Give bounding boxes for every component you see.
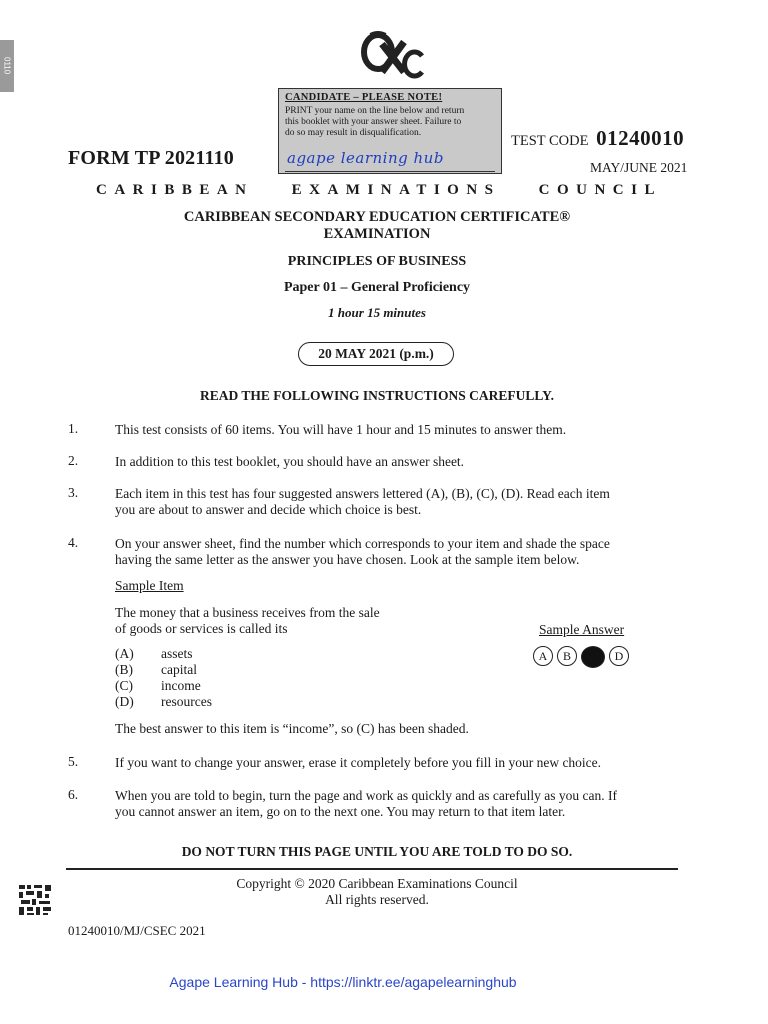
sample-item-label: Sample Item	[115, 578, 184, 593]
option-letter: (D)	[115, 694, 134, 709]
instruction-number: 4.	[68, 535, 79, 550]
do-not-turn-notice: DO NOT TURN THIS PAGE UNTIL YOU ARE TOLD TO DO SO.	[181, 844, 573, 859]
instructions-heading: READ THE FOLLOWING INSTRUCTIONS CAREFULLY.	[200, 388, 554, 403]
sample-answer-label: Sample Answer	[539, 622, 625, 637]
option-text: capital	[161, 662, 197, 677]
test-code: TEST CODE 01240010	[511, 126, 685, 150]
bubble-d: D	[609, 646, 629, 666]
option-letter: (C)	[115, 678, 133, 693]
instruction-text: In addition to this test booklet, you should have an answer sheet.	[115, 454, 465, 469]
option-text: resources	[161, 694, 212, 709]
option-letter: (A)	[115, 646, 134, 661]
form-tp-number: FORM TP 2021110	[68, 147, 234, 169]
copyright-notice: Copyright © 2020 Caribbean Examinations Council All rights reserved.	[236, 876, 518, 907]
instruction-number: 2.	[68, 453, 79, 468]
exam-date: 20 MAY 2021 (p.m.)	[298, 342, 454, 366]
instruction-text: This test consists of 60 items. You will have 1 hour and 15 minutes to answer them.	[115, 422, 567, 437]
subject-title: PRINCIPLES OF BUSINESS	[287, 254, 467, 269]
handwritten-name: agape learning hub	[287, 149, 444, 167]
candidate-note-box	[278, 88, 502, 174]
candidate-note-text: PRINT your name on the line below and return this booklet with your answer sheet. Failure to do so may result in disqualification.	[285, 106, 465, 138]
bubble-b: B	[557, 646, 577, 666]
sample-answer-bubbles	[533, 646, 629, 668]
bubble-a: A	[533, 646, 553, 666]
option-text: assets	[161, 646, 193, 661]
certificate-title: CARIBBEAN SECONDARY EDUCATION CERTIFICATE® EXAMINATION	[183, 209, 571, 242]
paper-title: Paper 01 – General Proficiency	[283, 280, 471, 295]
instruction-number: 3.	[68, 485, 79, 500]
duration: 1 hour 15 minutes	[328, 305, 426, 320]
footer-code: 01240010/MJ/CSEC 2021	[68, 923, 206, 938]
option-letter: (B)	[115, 662, 133, 677]
council-name: CARIBBEAN EXAMINATIONS COUNCIL	[96, 182, 662, 198]
instruction-number: 6.	[68, 787, 79, 802]
cxc-logo-icon	[352, 30, 424, 80]
instruction-number: 1.	[68, 421, 79, 436]
bubble-c-shaded	[581, 646, 605, 668]
divider	[66, 868, 678, 870]
watermark-link[interactable]: Agape Learning Hub - https://linktr.ee/agapelearninghub	[169, 974, 517, 990]
candidate-note-title: CANDIDATE – PLEASE NOTE!	[285, 92, 443, 103]
side-tab: 0110	[0, 40, 14, 92]
instruction-text: When you are told to begin, turn the page and work as quickly and as carefully as you can. If you cannot answer an item, go on to the next one. You may return to that item later.	[115, 788, 617, 819]
instruction-text: If you want to change your answer, erase it completely before you fill in your new choice.	[115, 755, 602, 770]
instruction-number: 5.	[68, 754, 79, 769]
instruction-text: Each item in this test has four suggested answers lettered (A), (B), (C), (D). Read each item you are about to answer and decide which choice is best.	[115, 486, 610, 517]
barcode-icon	[18, 884, 52, 916]
exam-session: MAY/JUNE 2021	[590, 160, 688, 175]
instruction-text: On your answer sheet, find the number which corresponds to your item and shade the space having the same letter as the answer you have chosen. Look at the sample item below.	[115, 536, 610, 567]
sample-question: The money that a business receives from the sale of goods or services is called its	[115, 605, 380, 636]
sample-explanation: The best answer to this item is “income”, so (C) has been shaded.	[115, 721, 469, 736]
option-text: income	[161, 678, 201, 693]
